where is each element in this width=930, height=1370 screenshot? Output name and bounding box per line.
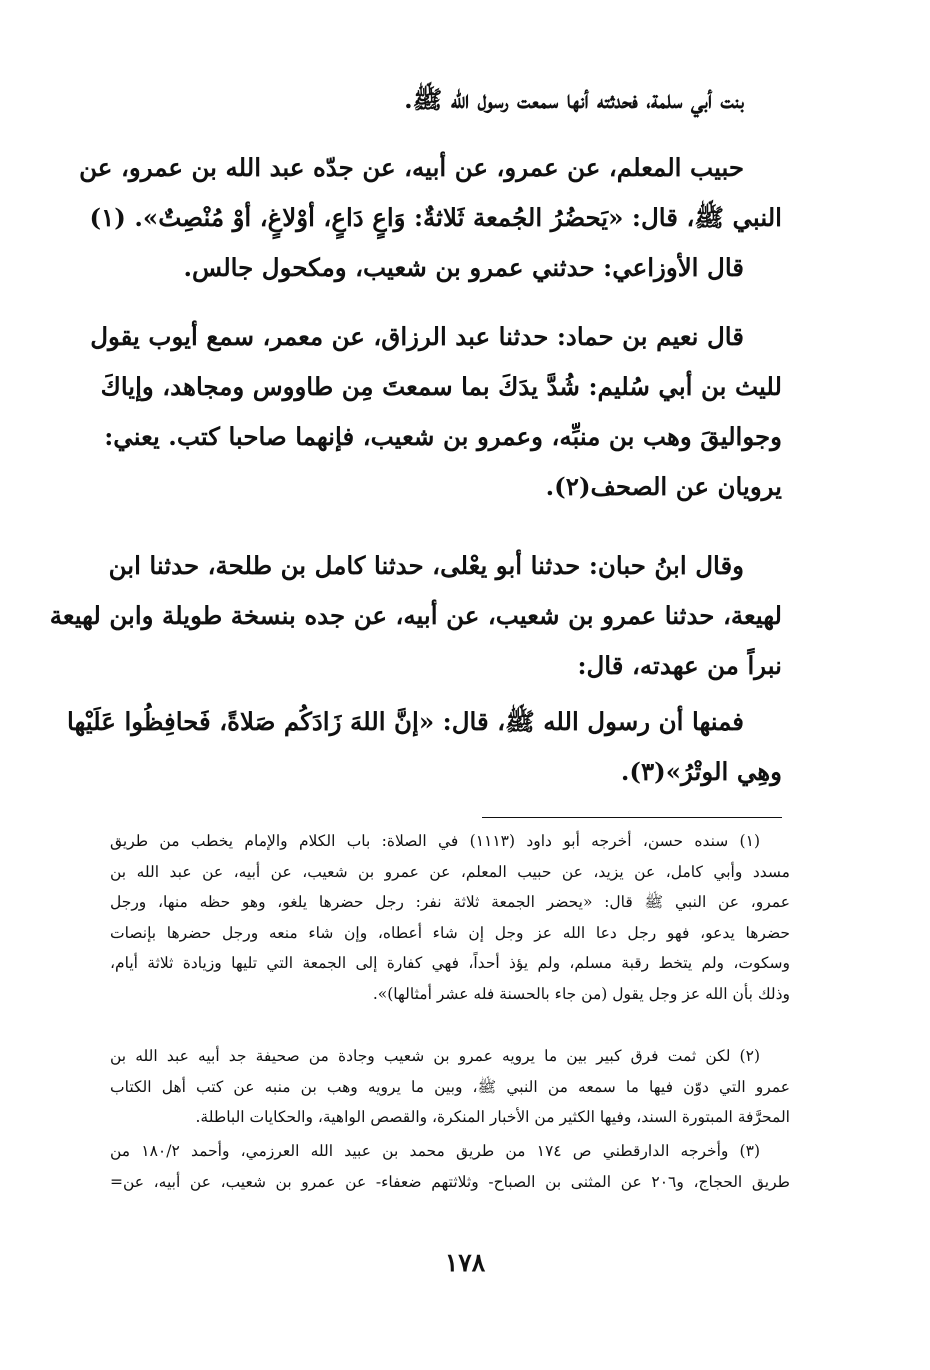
footnote-3 [110, 1136, 790, 1197]
text-line: وقال ابنُ حبان: حدثنا أبو يعْلى، حدثنا كامل بن طلحة، حدثنا ابن [108, 551, 744, 580]
text-line: النبي ﷺ، قال: «يَحضُرُ الجُمعة ثَلاثةٌ: وَاعٍ دَاعٍ، أوْلاغٍ، أوْ مُنْصِتٌ». (١) [89, 203, 782, 232]
footnote-2 [110, 1041, 790, 1133]
text-line: بنت أبي سلمة، فحدثته أنها سمعت رسول الله ﷺ. [404, 85, 744, 114]
footnote-line: طريق الحجاج، و٢٠٦ عن المثنى بن الصباح- وثلاثتهم ضعفاء- عن عمرو بن شعيب، عن أبيه، عن= [110, 1172, 790, 1191]
footnote-line: (١) سنده حسن، أخرجه أبو داود (١١١٣) في الصلاة: باب الكلام والإمام يخطب من طريق [110, 832, 760, 850]
footnote-1 [110, 826, 790, 1009]
main-text-block-4 [49, 541, 782, 691]
main-text-block-2 [79, 143, 782, 293]
text-line: نبراً من عهدته، قال: [577, 651, 782, 680]
footnote-line: وسكوت، ولم يتخط رقبة مسلم، ولم يؤذ أحداً، فهي كفارة إلى الجمعة التي تليها وزيادة ثلاثة أيام، [110, 954, 790, 972]
main-text-block-1 [110, 75, 782, 125]
footnote-line: عمرو التي دوّن فيها ما سمعه من النبي ﷺ، وبين ما يرويه وهب بن منبه عن كتب أهل الكتاب [110, 1077, 790, 1096]
footnote-separator [482, 817, 782, 818]
footnote-line: عمرو، عن النبي ﷺ قال: «يحضر الجمعة ثلاثة نفر: رجل حضرها يلغو، وهو حظه منها، ورجل [110, 893, 790, 911]
text-line: يرويان عن الصحف(٢). [545, 472, 782, 501]
footnote-line: المحرَّفة المبتورة السند، وفيها الكثير من الأخبار المنكرة، والقصص الواهية، والحكايات الباطلة. [195, 1108, 790, 1126]
text-line: لهيعة، حدثنا عمرو بن شعيب، عن أبيه، عن جده بنسخة طويلة وابن لهيعة [49, 601, 782, 630]
text-line: وهِي الوتْرُ»(٣). [620, 757, 782, 786]
text-line: قال نعيم بن حماد: حدثنا عبد الرزاق، عن معمر، سمع أيوب يقول [90, 322, 744, 351]
main-text-block-5 [67, 697, 782, 797]
footnote-line: وذلك بأن الله عز وجل يقول (من جاء بالحسنة فله عشر أمثالها)». [372, 984, 790, 1003]
text-line: قال الأوزاعي: حدثني عمرو بن شعيب، ومكحول جالس. [183, 253, 744, 282]
footnote-line: (٣) وأخرجه الدارقطني ص ١٧٤ من طريق محمد بن عبيد الله العرزمي، وأحمد ١٨٠/٢ من [110, 1142, 760, 1160]
text-line: حبيب المعلم، عن عمرو، عن أبيه، عن جدّه عبد الله بن عمرو، عن [79, 153, 744, 182]
footnote-line: (٢) لكن ثمت فرق كبير بين ما يرويه عمرو بن شعيب وجادة من صحيفة جد أبيه عبد الله بن [110, 1047, 760, 1065]
footnote-line: حضرها يدعو، فهو رجل دعا الله عز وجل إن شاء أعطاه، وإن شاء منعه ورجل حضرها بإنصات [110, 923, 790, 942]
footnote-line: مسدد وأبي كامل، عن يزيد، عن حبيب المعلم، عن عمرو بن شعيب، عن أبيه، عن عبد الله بن [110, 862, 790, 881]
main-text-block-3 [90, 312, 782, 512]
text-line: لليث بن أبي سُليم: شُدَّ يدَكَ بما سمعتَ مِن طاووس ومجاهد، وإياكَ [100, 372, 782, 401]
text-line: فمنها أن رسول الله ﷺ، قال: «إنَّ اللهَ زَادَكُم صَلاةً، فَحافِظُوا عَلَيْها [67, 707, 744, 736]
page-number: ١٧٨ [444, 1248, 486, 1277]
text-line: وجواليقَ وهب بن منبِّه، وعمرو بن شعيب، فإنهما صاحبا كتب. يعني: [104, 422, 782, 451]
